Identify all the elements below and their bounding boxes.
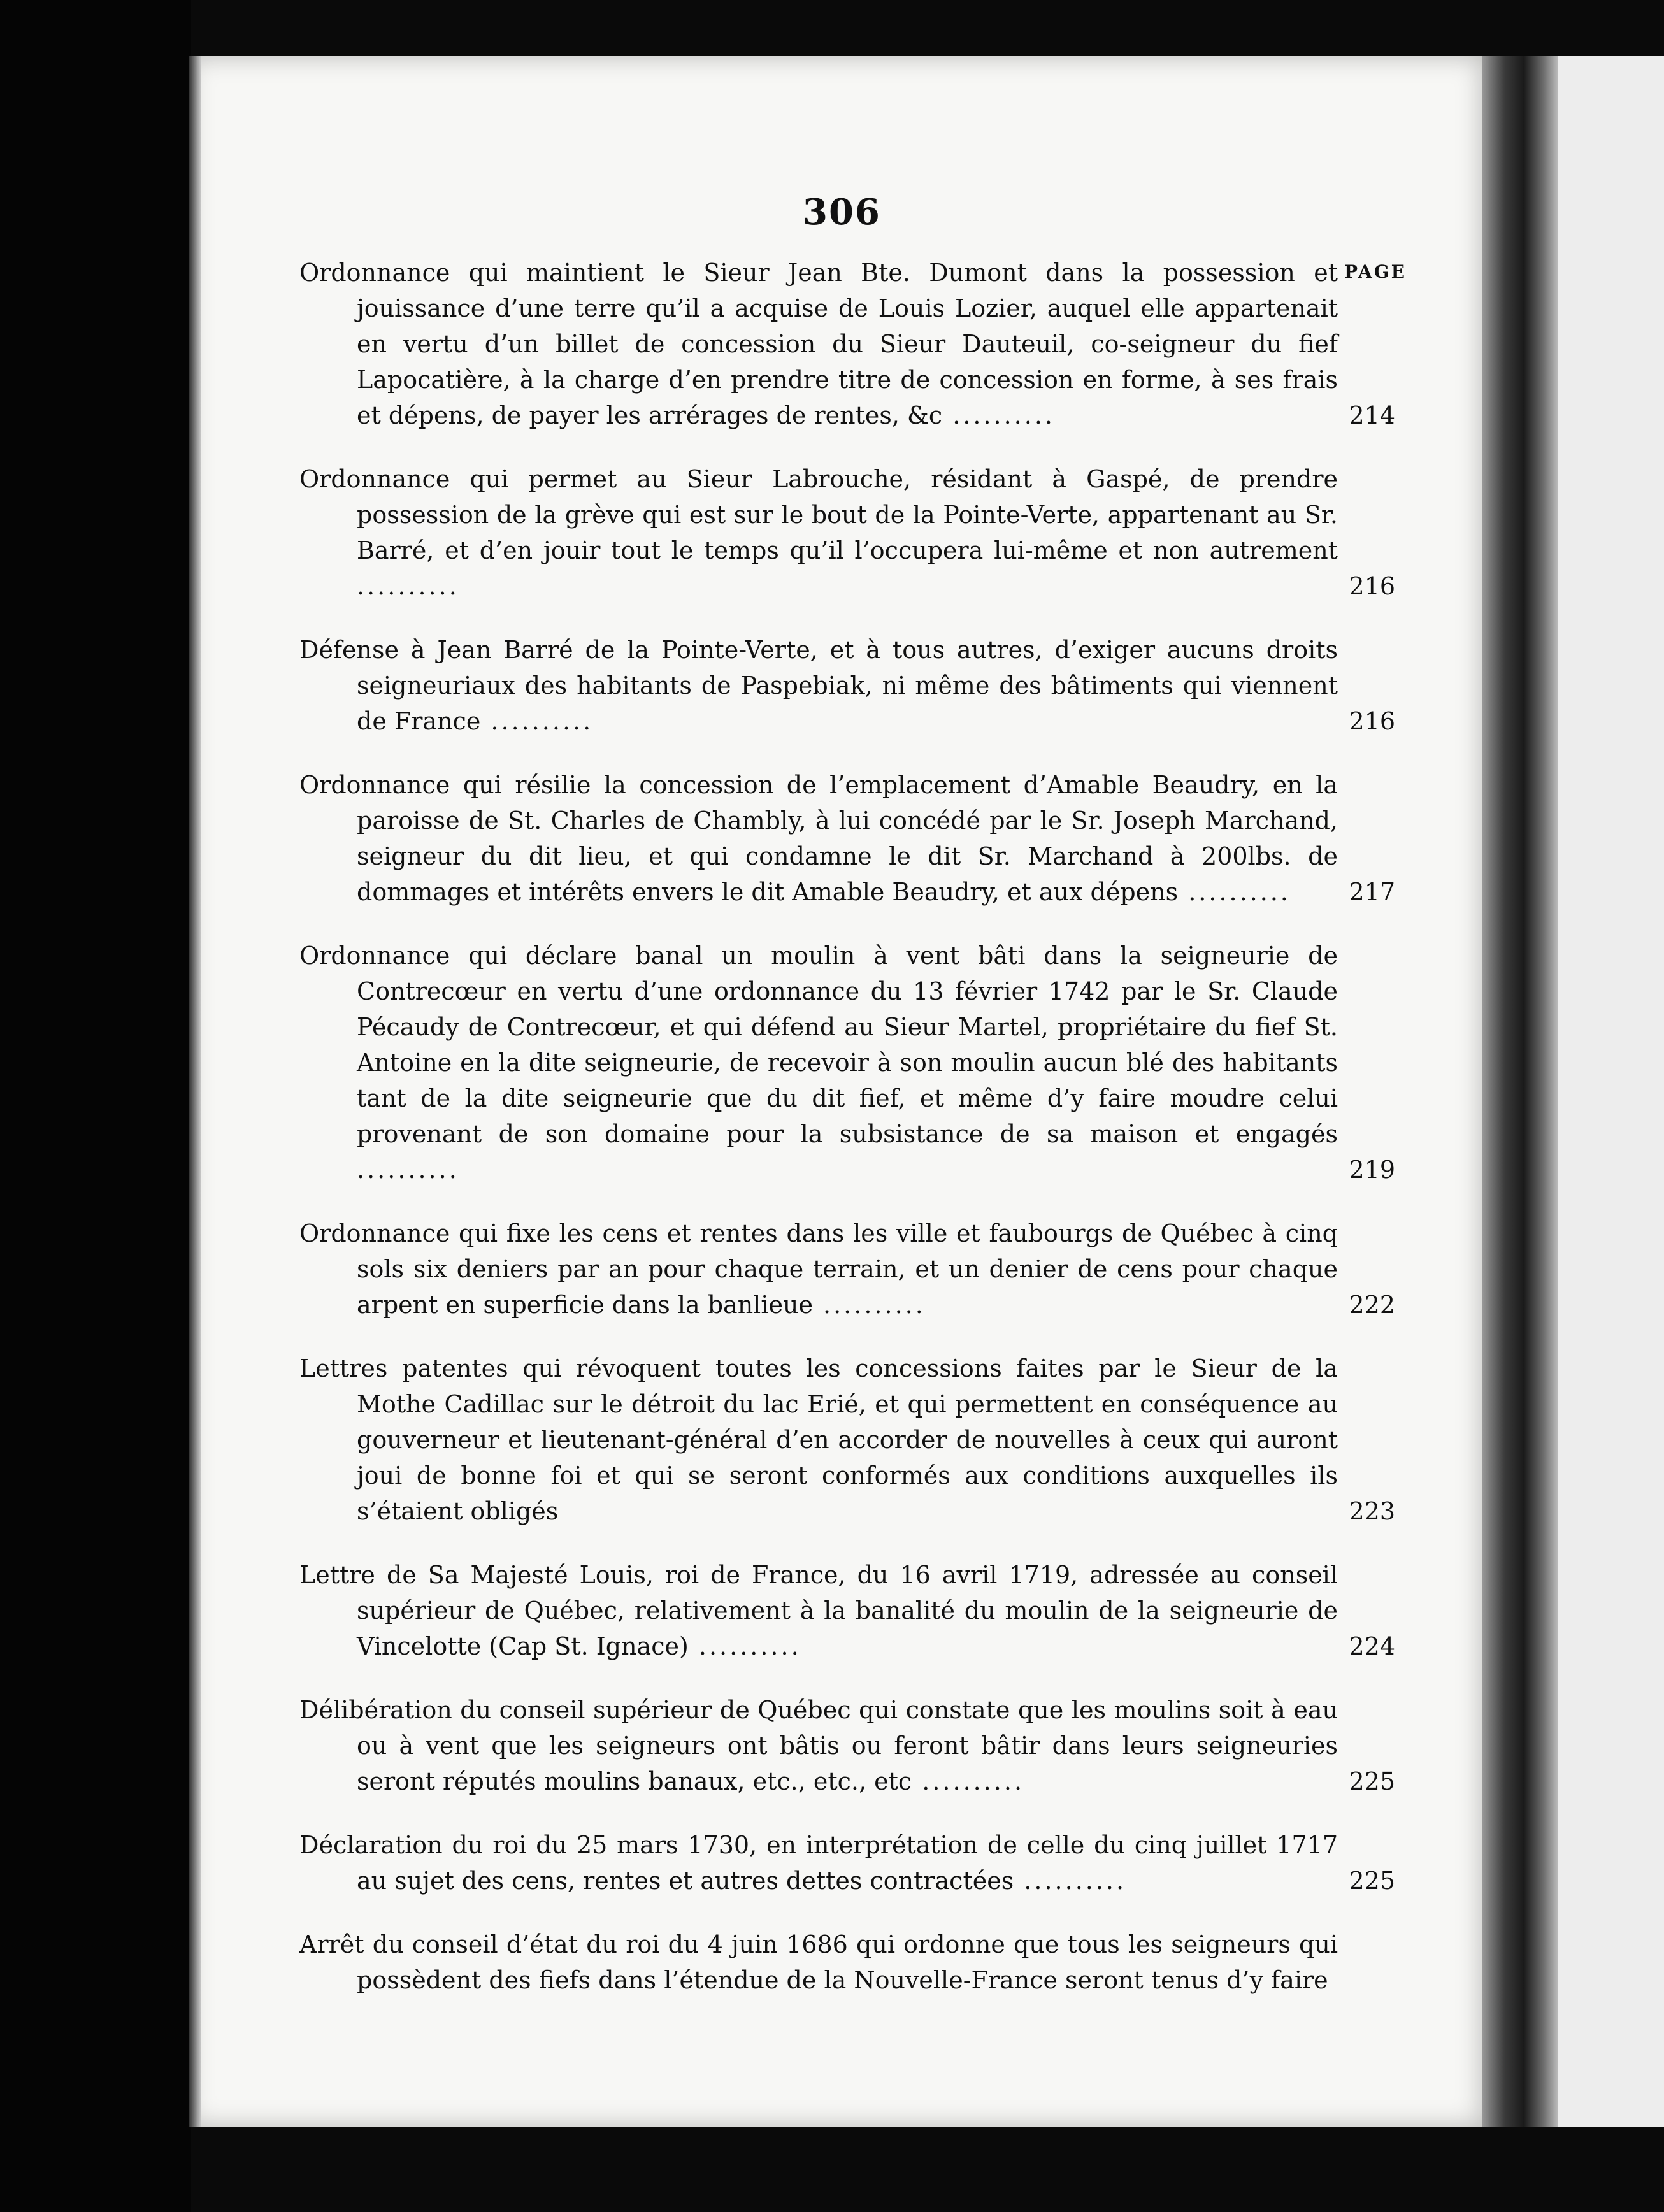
entry-page-ref: 219 [1349, 1156, 1395, 1184]
leader-dots: .......... [1014, 1867, 1127, 1895]
book-background-left [0, 0, 191, 2212]
index-entry [299, 1692, 1395, 1799]
index-entry [299, 461, 1395, 604]
entry-page-ref: 223 [1349, 1497, 1395, 1525]
index-entry [299, 632, 1395, 739]
entry-text: Ordonnance qui fixe les cens et rentes dans les ville et faubourgs de Québec à cinq sols six deniers par an pour chaque terrain, et un denier de cens pour chaque arpent en superficie dans la banlieue [299, 1219, 1338, 1319]
entry-text: Ordonnance qui maintient le Sieur Jean Bte. Dumont dans la possession et jouissance d’une terre qu’il a acquise de Louis Lozier, auquel elle appartenait en vertu d’un billet de concession du Sieur Dauteuil, co-seigneur du fief Lapocatière, à la charge d’en prendre titre de concession en forme, à ses frais et dépens, de payer les arrérages de rentes, &c [299, 259, 1338, 429]
entry-text: Lettres patentes qui révoquent toutes les concessions faites par le Sieur de la Mothe Cadillac sur le détroit du lac Erié, et qui permettent en conséquence au gouverneur et lieutenant-général d’en accorder de nouvelles à ceux qui auront joui de bonne foi et qui se seront conformés aux conditions auxquelles ils s’étaient obligés [299, 1354, 1338, 1525]
entry-text: Ordonnance qui résilie la concession de l’emplacement d’Amable Beaudry, en la paroisse de St. Charles de Chambly, à lui concédé par le Sr. Joseph Marchand, seigneur du dit lieu, et qui condamne le dit Sr. Marchand à 200lbs. de dommages et intérêts envers le dit Amable Beaudry, et aux dépens [299, 771, 1338, 906]
entry-text: Ordonnance qui déclare banal un moulin à vent bâti dans la seigneurie de Contrecœur en vertu d’une ordonnance du 13 février 1742 par le Sr. Claude Pécaudy de Contrecœur, et qui défend au Sieur Martel, propriétaire du fief St. Antoine en la dite seigneurie, de recevoir à son moulin aucun blé des habitants tant de la dite seigneurie que du dit fief, et même d’y faire moudre celui provenant de son domaine pour la subsistance de sa maison et engagés [299, 942, 1338, 1148]
page-edge [189, 56, 201, 2127]
index-entry [299, 1827, 1395, 1899]
leader-dots: .......... [480, 707, 594, 735]
entry-text: Arrêt du conseil d’état du roi du 4 juin 1686 qui ordonne que tous les seigneurs qui possèdent des fiefs dans l’étendue de la Nouvelle-France seront tenus d’y faire [299, 1930, 1338, 1994]
entry-page-ref: 216 [1349, 572, 1395, 600]
entry-page-ref: 217 [1349, 878, 1395, 906]
entry-text: Déclaration du roi du 25 mars 1730, en interprétation de celle du cinq juillet 1717 au sujet des cens, rentes et autres dettes contractées [299, 1831, 1338, 1895]
entry-text: Lettre de Sa Majesté Louis, roi de France, du 16 avril 1719, adressée au conseil supérieur de Québec, relativement à la banalité du moulin de la seigneurie de Vincelotte (Cap St. Ignace) [299, 1561, 1338, 1660]
page-column-label: PAGE [1344, 261, 1407, 282]
leader-dots: .......... [357, 572, 459, 600]
entry-text: Délibération du conseil supérieur de Québec qui constate que les moulins soit à eau ou à vent que les seigneurs ont bâtis ou feront bâtir dans leurs seigneuries seront réputés moulins banaux, etc., etc., etc [299, 1696, 1338, 1795]
index-entry [299, 1557, 1395, 1664]
page-number: 306 [803, 191, 881, 233]
index-entries [299, 255, 1395, 2026]
entry-text: Défense à Jean Barré de la Pointe-Verte, et à tous autres, d’exiger aucuns droits seigneuriaux des habitants de Paspebiak, ni même des bâtiments qui viennent de France [299, 636, 1338, 735]
index-entry [299, 1351, 1395, 1529]
entry-text: Ordonnance qui permet au Sieur Labrouche, résidant à Gaspé, de prendre possession de la grève qui est sur le bout de la Pointe-Verte, appartenant au Sr. Barré, et d’en jouir tout le temps qu’il l’occupera lui-même et non autrement [299, 465, 1338, 564]
entry-page-ref: 216 [1349, 707, 1395, 735]
book-gutter [1482, 56, 1558, 2127]
leader-dots: .......... [812, 1291, 926, 1319]
index-entry [299, 1216, 1395, 1323]
entry-page-ref: 225 [1349, 1767, 1395, 1795]
index-entry [299, 1927, 1395, 1998]
index-entry [299, 255, 1395, 433]
entry-page-ref: 214 [1349, 401, 1395, 429]
index-entry [299, 938, 1395, 1188]
leader-dots: .......... [942, 401, 1055, 429]
entry-page-ref: 222 [1349, 1291, 1395, 1319]
leader-dots: .......... [1178, 878, 1291, 906]
entry-page-ref: 224 [1349, 1632, 1395, 1660]
entry-page-ref: 225 [1349, 1867, 1395, 1895]
leader-dots: .......... [688, 1632, 801, 1660]
leader-dots: .......... [912, 1767, 1025, 1795]
index-entry [299, 767, 1395, 910]
leader-dots: .......... [357, 1156, 459, 1184]
facing-page-edge [1558, 56, 1664, 2127]
